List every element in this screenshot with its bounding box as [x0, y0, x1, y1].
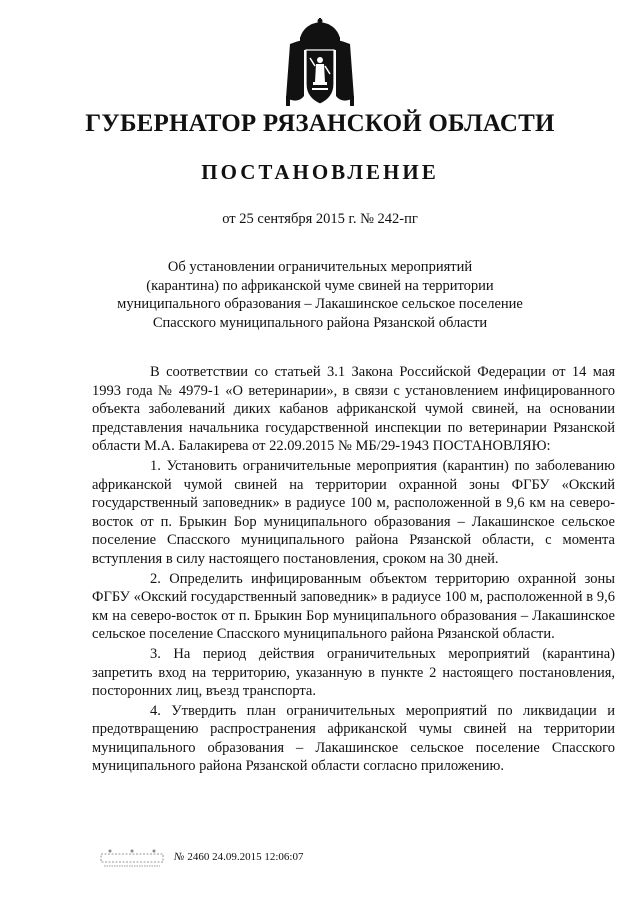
subject-line: муниципального образования – Лакашинское сельское поселение [117, 296, 523, 312]
clause-paragraph-2: 2. Определить инфицированным объектом территорию охранной зоны ФГБУ «Окский государственный заповедник» в радиусе 100 м, расположенной в 9,6 км на северо-восток от п. Брыкин Бор муниципального образования – Лакашинское сельское поселение Спасского муниципального района Рязанской области. [92, 570, 615, 643]
document-date-number: от 25 сентября 2015 г. № 242-пг [222, 211, 418, 227]
subject-line: Спасского муниципального района Рязанской области [152, 314, 488, 331]
document-subject [0, 258, 640, 332]
registration-footer [100, 846, 360, 872]
document-type: ПОСТАНОВЛЕНИЕ [201, 160, 439, 184]
registration-stamp [174, 851, 304, 863]
registration-number-sign: № [174, 851, 185, 863]
coat-of-arms-icon [282, 18, 358, 110]
clause-paragraph-3: 3. На период действия ограничительных мероприятий (карантина) запретить вход на территорию, указанную в пункте 2 настоящего постановления, посторонних лиц, въезд транспорта. [92, 645, 615, 700]
preamble-paragraph: В соответствии со статьей 3.1 Закона Российской Федерации от 14 мая 1993 года № 4979-1 «О ветеринарии», в связи с установлением инфицированного объекта заболеваний диких кабанов африканской чумой свиней, на основании представления начальника государственной инспекции по ветеринарии Рязанской области М.А. Балакирева от 22.09.2015 № МБ/29-1943 ПОСТАНОВЛЯЮ: [92, 364, 615, 455]
org-title: ГУБЕРНАТОР РЯЗАНСКОЙ ОБЛАСТИ [85, 110, 555, 137]
subject-line: Об установлении ограничительных мероприятий [167, 259, 473, 275]
document-body [92, 363, 615, 776]
registration-number-datetime: 2460 24.09.2015 12:06:07 [187, 851, 304, 863]
registry-stamp-icon [100, 848, 164, 870]
subject-line: (карантина) по африканской чуме свиней на территории [146, 277, 494, 294]
clause-paragraph-1: 1. Установить ограничительные мероприятия (карантин) по заболеванию африканской чумой свиней на территории охранной зоны ФГБУ «Окский государственный заповедник» в радиусе 100 м, расположенной в 9,6 км на северо-восток от п. Брыкин Бор муниципального образования – Лакашинское сельское поселение Спасского муниципального района Рязанской области, с момента вступления в силу настоящего постановления, сроком на 30 дней. [92, 457, 615, 567]
clause-paragraph-4: 4. Утвердить план ограничительных мероприятий по ликвидации и предотвращению распространения африканской чумы свиней на территории муниципального образования – Лакашинское сельское поселение Спасского муниципального района Рязанской области согласно приложению. [92, 702, 615, 775]
